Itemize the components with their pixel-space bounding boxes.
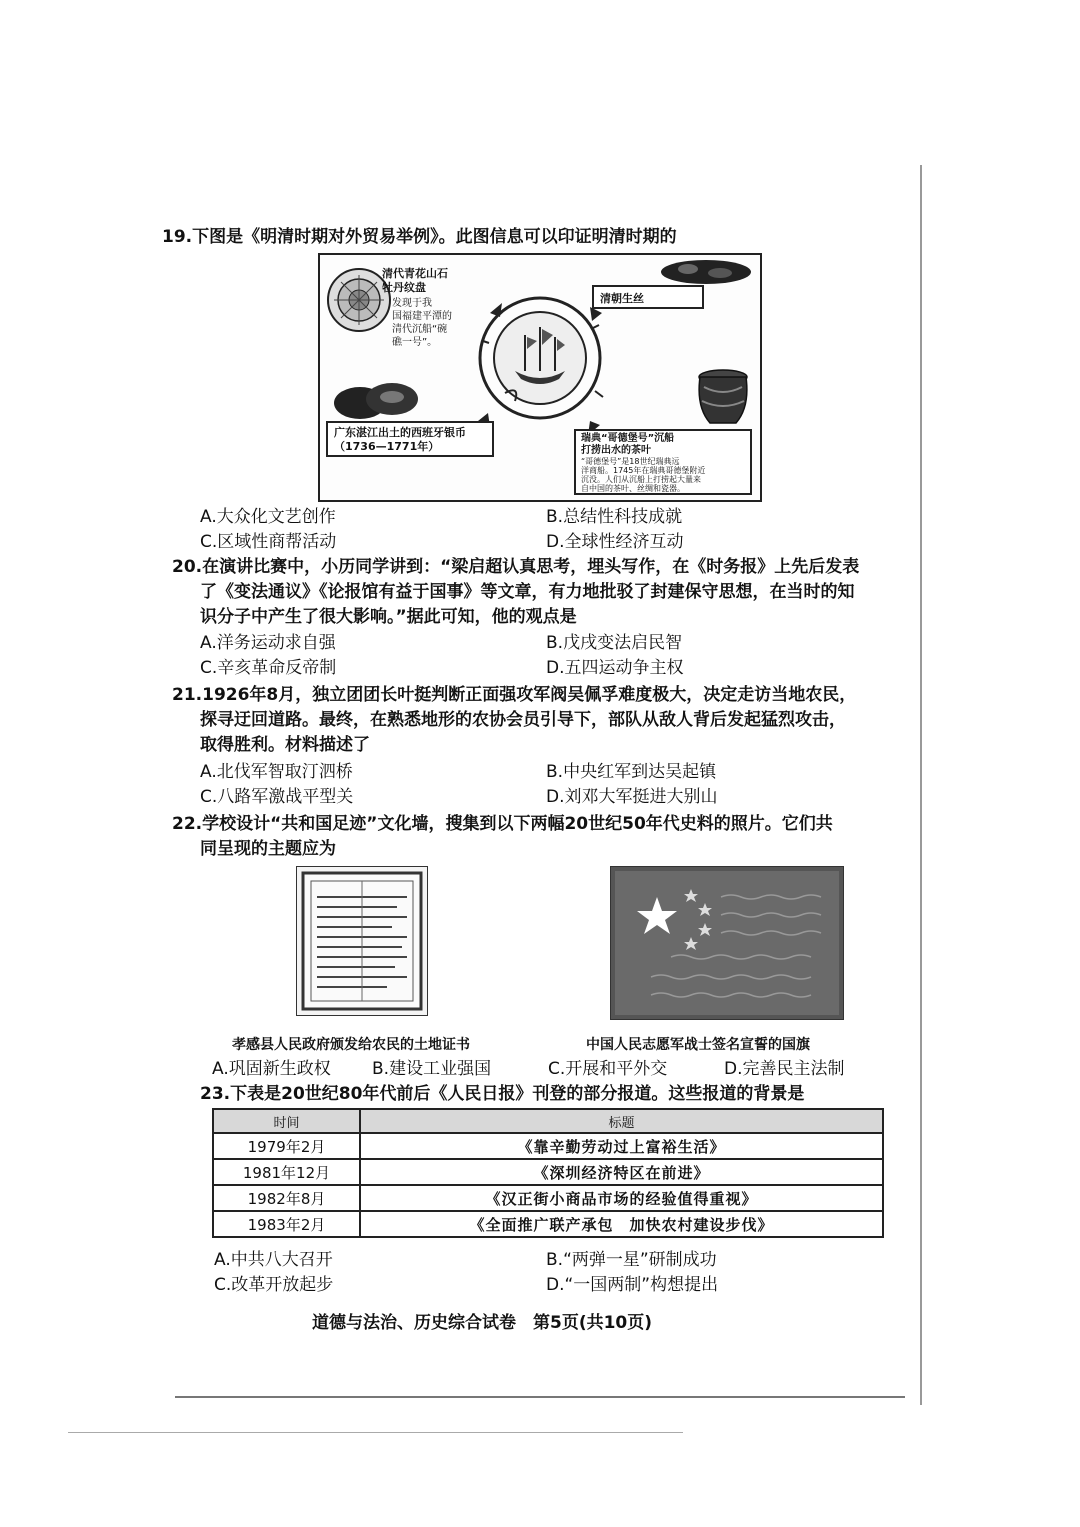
silk-label-box [592, 285, 704, 309]
coin-label: 广东湛江出土的西班牙银币 [334, 426, 466, 439]
table-row [213, 1211, 883, 1237]
q22-stem-line1: 22.学校设计“共和国足迹”文化墙，搜集到以下两幅20世纪50年代史料的照片。它们共 [172, 814, 833, 834]
q21-option-d[interactable]: D.刘邓大军挺进大别山 [546, 787, 718, 807]
q22-stem-line2: 同呈现的主题应为 [200, 839, 336, 859]
q22-option-c[interactable]: C.开展和平外交 [548, 1059, 668, 1079]
row-time: 1983年2月 [213, 1211, 360, 1237]
coin-label-box [326, 421, 494, 457]
tea-note: “哥德堡号”是18世纪瑞典远 洋商船。1745年在瑞典哥德堡附近 沉没。人们从沉船上打捞起大量来 自中国的茶叶、丝绸和瓷器。 [581, 457, 706, 493]
q19-option-a[interactable]: A.大众化文艺创作 [200, 507, 336, 527]
tea-jar-icon [692, 367, 754, 429]
silver-coins-icon [330, 379, 422, 423]
land-certificate-photo [296, 866, 428, 1016]
q22-option-a[interactable]: A.巩固新生政权 [212, 1059, 331, 1079]
q21-option-c[interactable]: C.八路军激战平型关 [200, 787, 354, 807]
row-title: 《全面推广联产承包 加快农村建设步伐》 [360, 1211, 883, 1237]
flag-caption: 中国人民志愿军战士签名宣誓的国旗 [586, 1037, 810, 1053]
q20-option-c[interactable]: C.辛亥革命反帝制 [200, 658, 337, 678]
q23-option-a[interactable]: A.中共八大召开 [214, 1250, 333, 1270]
silk-label: 清朝生丝 [600, 292, 644, 305]
plate-label: 清代青花山石 牡丹纹盘 [382, 267, 448, 294]
row-time: 1979年2月 [213, 1133, 360, 1159]
row-title: 《靠辛勤劳动过上富裕生活》 [360, 1133, 883, 1159]
table-header-row [213, 1109, 883, 1133]
bottom-scan-line [68, 1432, 683, 1433]
q21-stem-line1: 21.1926年8月，独立团团长叶挺判断正面强攻军阀吴佩孚难度极大，决定走访当地农民， [172, 685, 857, 705]
q20-stem-line3: 识分子中产生了很大影响。”据此可知，他的观点是 [200, 607, 577, 627]
raw-silk-icon [658, 257, 753, 287]
q21-stem-line3: 取得胜利。材料描述了 [200, 735, 370, 755]
row-title: 《深圳经济特区在前进》 [360, 1159, 883, 1185]
q21-stem-line2: 探寻迂回道路。最终，在熟悉地形的农协会员引导下，部队从敌人背后发起猛烈攻击， [200, 710, 846, 730]
right-page-edge [920, 165, 922, 1405]
q20-stem-line1: 20.在演讲比赛中，小历同学讲到：“梁启超认真思考，埋头写作，在《时务报》上先后发表 [172, 557, 860, 577]
table-row [213, 1159, 883, 1185]
q23-news-table [212, 1108, 884, 1238]
q20-option-b[interactable]: B.戊戌变法启民智 [546, 633, 683, 653]
table-row [213, 1185, 883, 1211]
q22-option-b[interactable]: B.建设工业强国 [372, 1059, 492, 1079]
q23-stem: 23.下表是20世纪80年代前后《人民日报》刊登的部分报道。这些报道的背景是 [200, 1084, 805, 1104]
q23-option-b[interactable]: B.“两弹一星”研制成功 [546, 1250, 717, 1270]
q23-option-d[interactable]: D.“一国两制”构想提出 [546, 1275, 719, 1295]
certificate-caption: 孝感县人民政府颁发给农民的土地证书 [232, 1037, 470, 1053]
bottom-page-edge [175, 1396, 905, 1398]
row-time: 1981年12月 [213, 1159, 360, 1185]
row-title: 《汉正街小商品市场的经验值得重视》 [360, 1185, 883, 1211]
plate-note: 发现于我 国福建平潭的 清代沉船“碗 礁一号”。 [392, 298, 452, 348]
tea-label: 瑞典“哥德堡号”沉船 打捞出水的茶叶 [581, 433, 675, 456]
q22-option-d[interactable]: D.完善民主法制 [724, 1059, 845, 1079]
q20-stem-line2: 了《变法通议》《论报馆有益于国事》等文章，有力地批驳了封建保守思想，在当时的知 [200, 582, 855, 602]
page-footer: 道德与法治、历史综合试卷 第5页(共10页) [312, 1313, 653, 1333]
q19-option-d[interactable]: D.全球性经济互动 [546, 532, 684, 552]
q21-option-b[interactable]: B.中央红军到达吴起镇 [546, 762, 717, 782]
q19-stem: 19.下图是《明清时期对外贸易举例》。此图信息可以印证明清时期的 [162, 227, 677, 247]
column-header-title: 标题 [360, 1109, 883, 1133]
q23-option-c[interactable]: C.改革开放起步 [214, 1275, 334, 1295]
q20-option-a[interactable]: A.洋务运动求自强 [200, 633, 336, 653]
q20-option-d[interactable]: D.五四运动争主权 [546, 658, 684, 678]
q19-option-b[interactable]: B.总结性科技成就 [546, 507, 683, 527]
national-flag-icon [611, 867, 843, 1019]
q19-trade-figure [318, 253, 762, 502]
tea-label-box [574, 429, 752, 495]
column-header-time: 时间 [213, 1109, 360, 1133]
coin-years: （1736—1771年） [334, 440, 440, 453]
q21-option-a[interactable]: A.北伐军智取汀泗桥 [200, 762, 353, 782]
q19-option-c[interactable]: C.区域性商帮活动 [200, 532, 337, 552]
signed-flag-photo [610, 866, 844, 1020]
certificate-document-icon [297, 867, 427, 1015]
table-row [213, 1133, 883, 1159]
row-time: 1982年8月 [213, 1185, 360, 1211]
